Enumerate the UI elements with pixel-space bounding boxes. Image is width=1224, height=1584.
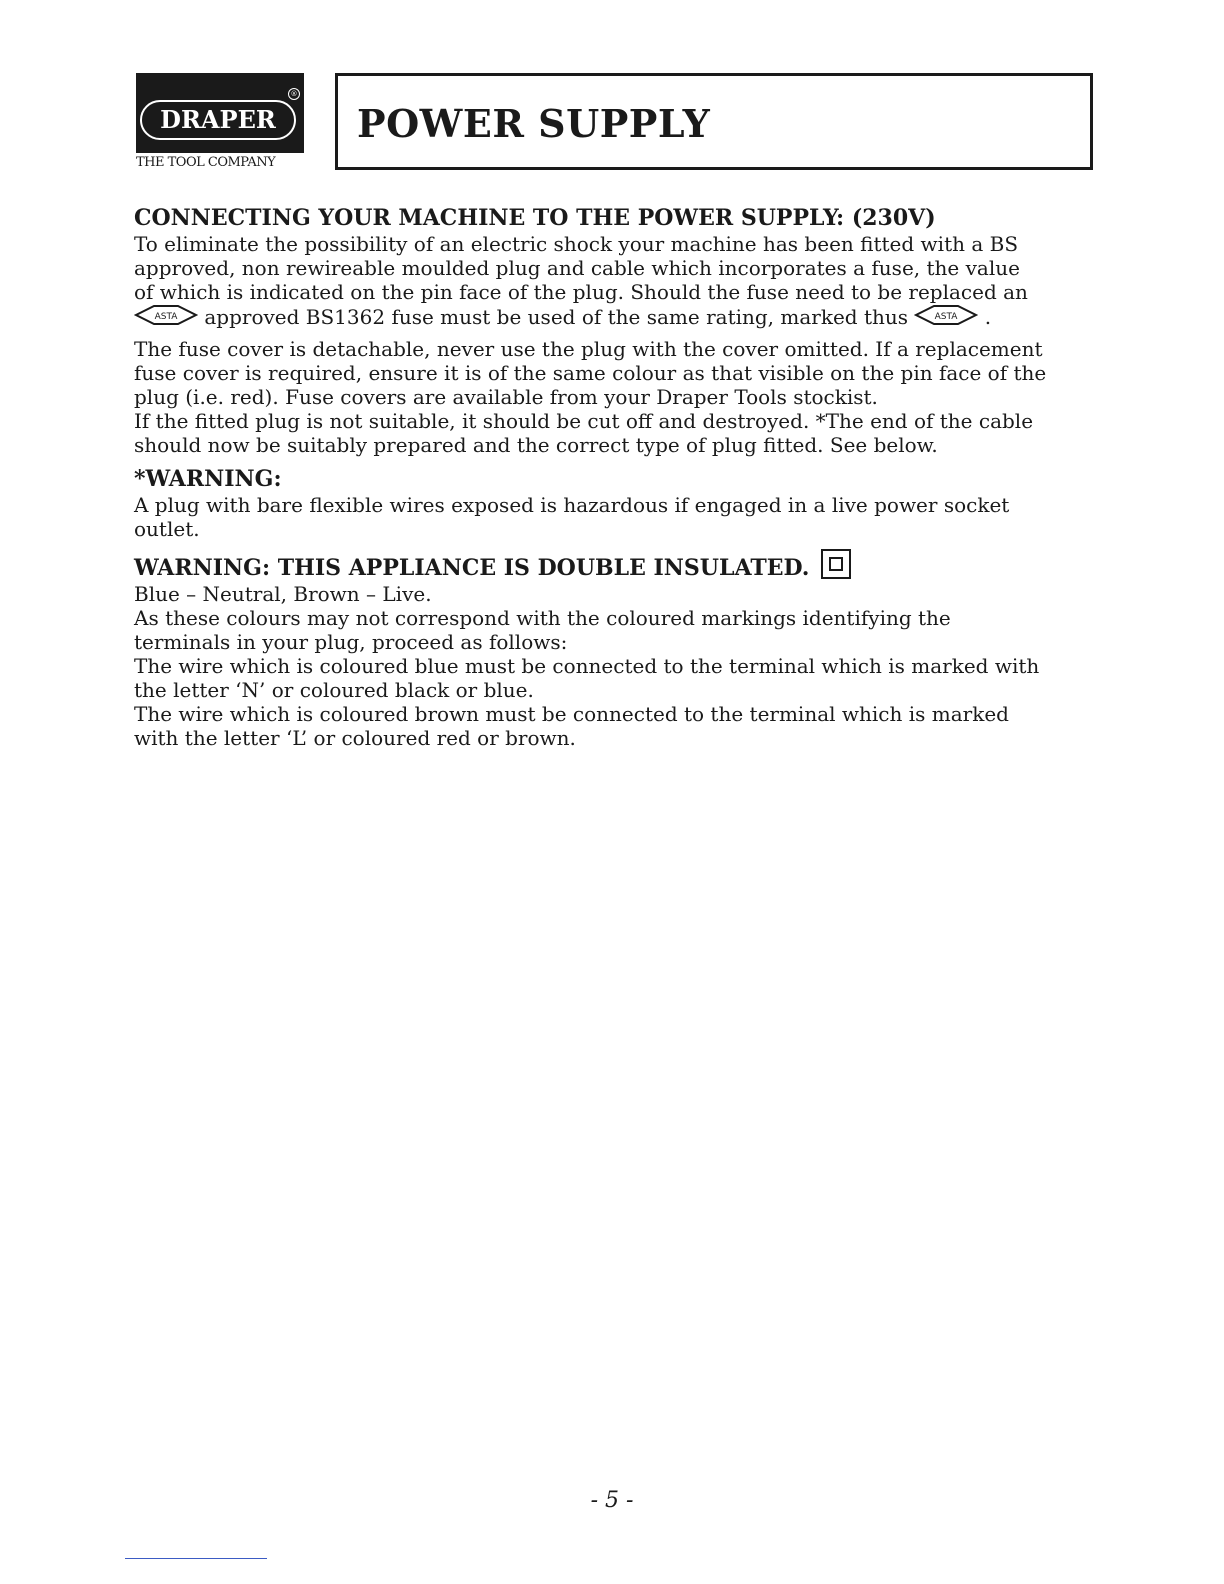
paragraph-line: Blue – Neutral, Brown – Live. [134, 582, 432, 606]
double-insulated-heading-text: WARNING: THIS APPLIANCE IS DOUBLE INSULATED. [134, 555, 810, 581]
paragraph-line: should now be suitably prepared and the correct type of plug fitted. See below. [134, 433, 938, 457]
section-heading-double-insulated [134, 549, 1099, 582]
asta-diamond-icon [134, 304, 198, 326]
title-box [335, 73, 1093, 170]
asta-label: ASTA [154, 312, 178, 322]
paragraph-line: outlet. [134, 517, 200, 541]
page-title: POWER SUPPLY [357, 101, 711, 146]
document-body [134, 204, 1099, 750]
fuse-line-text: approved BS1362 fuse must be used of the same rating, marked thus [204, 305, 909, 329]
paragraph-line: with the letter ‘L’ or coloured red or brown. [134, 726, 576, 750]
paragraph-line: the letter ‘N’ or coloured black or blue. [134, 678, 534, 702]
paragraph-line: The fuse cover is detachable, never use the plug with the cover omitted. If a replacement [134, 337, 1043, 361]
paragraph-line: terminals in your plug, proceed as follows: [134, 630, 568, 654]
fuse-line-end: . [984, 305, 992, 329]
section-heading-connecting: CONNECTING YOUR MACHINE TO THE POWER SUPPLY: (230V) [134, 205, 936, 231]
paragraph-line: If the fitted plug is not suitable, it should be cut off and destroyed. *The end of the cable [134, 409, 1034, 433]
footer-rule [125, 1558, 267, 1559]
paragraph-line: fuse cover is required, ensure it is of the same colour as that visible on the pin face of the [134, 361, 1047, 385]
logo-badge [136, 73, 304, 153]
paragraph-line: approved, non rewireable moulded plug and cable which incorporates a fuse, the value [134, 256, 1020, 280]
draper-logo [136, 73, 304, 173]
fuse-rating-line [134, 304, 1099, 329]
paragraph-line: To eliminate the possibility of an electric shock your machine has been fitted with a BS [134, 232, 1019, 256]
paragraph-line: As these colours may not correspond with the coloured markings identifying the [134, 606, 951, 630]
asta-diamond-icon [914, 304, 978, 326]
asta-label: ASTA [934, 312, 958, 322]
paragraph-line: The wire which is coloured blue must be connected to the terminal which is marked with [134, 654, 1040, 678]
paragraph-line: The wire which is coloured brown must be connected to the terminal which is marked [134, 702, 1009, 726]
double-insulation-icon [821, 549, 851, 579]
registered-mark: ® [288, 88, 300, 100]
paragraph-line: plug (i.e. red). Fuse covers are available from your Draper Tools stockist. [134, 385, 878, 409]
paragraph-line: of which is indicated on the pin face of the plug. Should the fuse need to be replaced an [134, 280, 1028, 304]
page-number: - 5 - [590, 1488, 634, 1513]
section-heading-warning: *WARNING: [134, 466, 282, 492]
logo-tagline: THE TOOL COMPANY [136, 155, 276, 170]
logo-wordmark: DRAPER [140, 100, 296, 140]
paragraph-line: A plug with bare flexible wires exposed is hazardous if engaged in a live power socket [134, 493, 1010, 517]
